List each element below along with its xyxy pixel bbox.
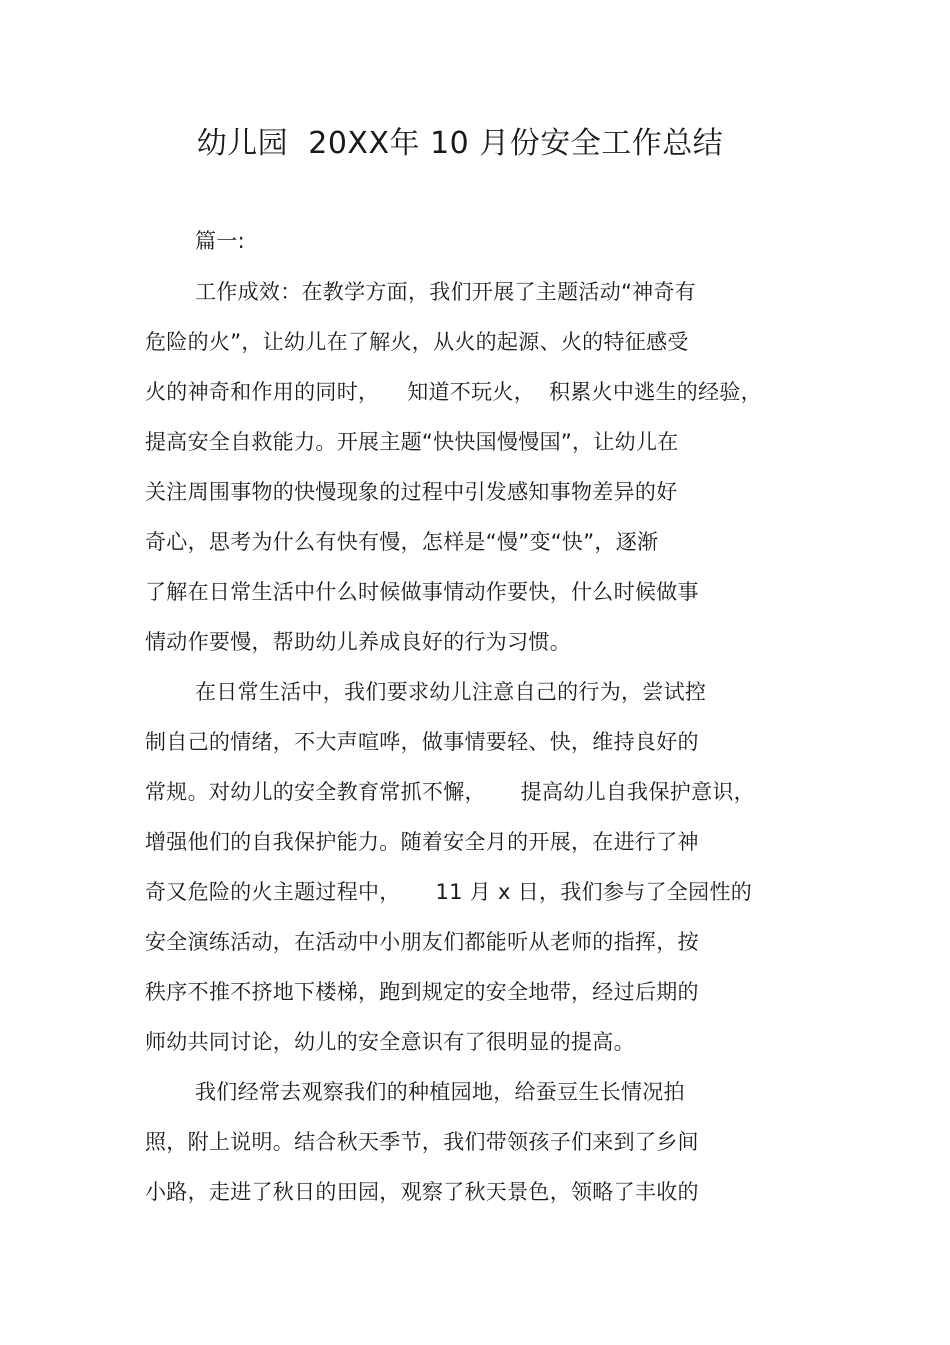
- text-line: 提高安全自救能力。开展主题“快快国慢慢国”，让幼儿在: [145, 430, 679, 454]
- page-title: 幼儿园 20XX年 10 月份安全工作总结: [196, 126, 724, 161]
- text-line: 常规。对幼儿的安全教育常抓不懈， 提高幼儿自我保护意识，: [145, 780, 755, 804]
- text-line: 在日常生活中，我们要求幼儿注意自己的行为，尝试控: [195, 680, 707, 704]
- text-line: 工作成效：在教学方面，我们开展了主题活动“神奇有: [195, 280, 697, 304]
- text-line: 火的神奇和作用的同时， 知道不玩火， 积累火中逃生的经验，: [145, 380, 762, 404]
- text-line: 安全演练活动，在活动中小朋友们都能听从老师的指挥，按: [145, 930, 699, 954]
- text-line: 危险的火”，让幼儿在了解火，从火的起源、火的特征感受: [145, 330, 689, 354]
- text-line: 我们经常去观察我们的种植园地，给蚕豆生长情况拍: [195, 1080, 685, 1104]
- text-line: 奇心，思考为什么有快有慢，怎样是“慢”变“快”，逐渐: [145, 530, 659, 554]
- text-line: 奇又危险的火主题过程中， 11 月 x 日，我们参与了全园性的: [145, 880, 753, 904]
- text-line: 师幼共同讨论，幼儿的安全意识有了很明显的提高。: [145, 1030, 635, 1054]
- section-label: 篇一:: [195, 229, 245, 253]
- text-line: 照，附上说明。结合秋天季节，我们带领孩子们来到了乡间: [145, 1130, 699, 1154]
- text-line: 增强他们的自我保护能力。随着安全月的开展，在进行了神: [145, 830, 699, 854]
- text-line: 了解在日常生活中什么时候做事情动作要快，什么时候做事: [145, 580, 699, 604]
- text-line: 制自己的情绪，不大声喧哗，做事情要轻、快，维持良好的: [145, 730, 699, 754]
- text-line: 情动作要慢，帮助幼儿养成良好的行为习惯。: [145, 630, 571, 654]
- text-line: 关注周围事物的快慢现象的过程中引发感知事物差异的好: [145, 480, 678, 504]
- text-line: 小路，走进了秋日的田园，观察了秋天景色，领略了丰收的: [145, 1180, 699, 1204]
- text-line: 秩序不推不挤地下楼梯，跑到规定的安全地带，经过后期的: [145, 980, 699, 1004]
